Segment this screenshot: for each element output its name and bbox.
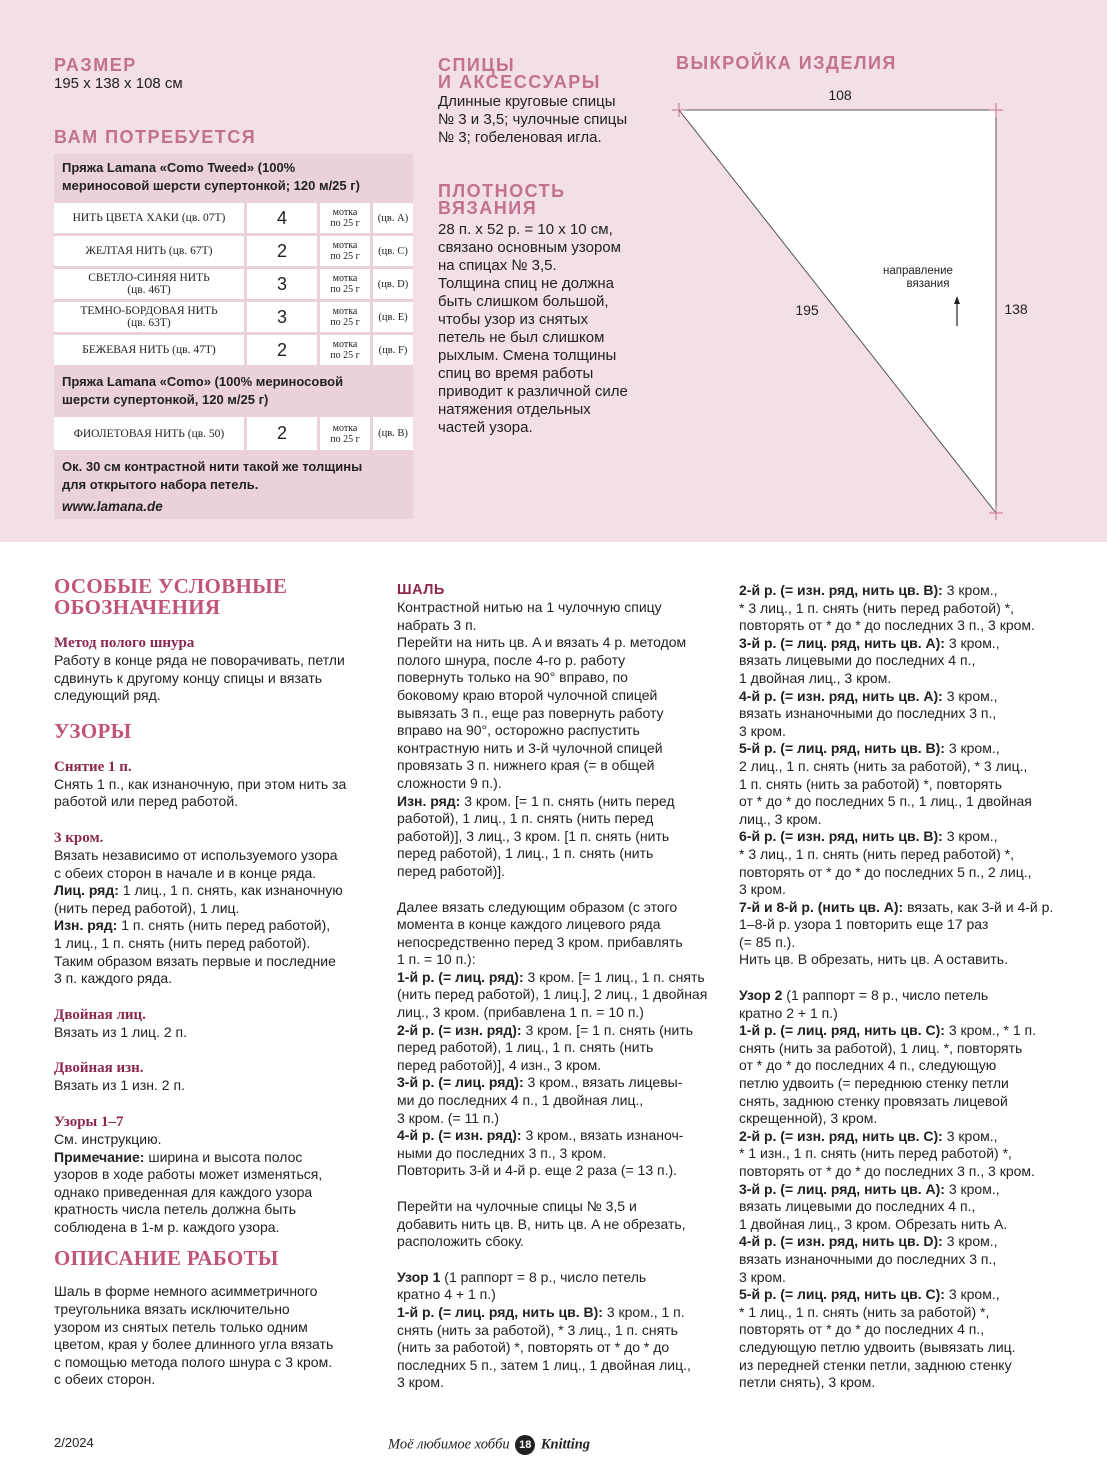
text: 1 лиц., 1 п. снять, как изнаночную (118, 882, 343, 899)
text-line (739, 635, 1079, 653)
text-line: 3 кром. (739, 881, 786, 898)
text-line: вязать лицевыми до последних 4 п., (739, 1198, 976, 1215)
text-line: 2 лиц., 1 п. снять (нить за работой), * 3 лиц., (739, 757, 1028, 774)
size-heading: РАЗМЕР (54, 55, 137, 75)
text-line: чтобы узор из снятых (438, 311, 588, 328)
footer-brand (388, 1435, 590, 1455)
magazine-name: Моё любимое хобби (388, 1436, 510, 1453)
text-line: с обеих сторон. (54, 1371, 156, 1388)
text: 3 кром., (942, 828, 998, 845)
slip-title: Снятие 1 п. (54, 758, 132, 775)
needles-line: Длинные круговые спицы (438, 93, 616, 110)
text-line: вывязать 3 п., еще раз повернуть работу (397, 704, 664, 721)
yarn-name (54, 302, 247, 332)
text-line: 1 двойная лиц., 3 кром. Обрезать нить A. (739, 1215, 1008, 1232)
density-text (438, 221, 628, 437)
text-line: узоров в ходе работы может изменяться, (54, 1166, 323, 1183)
dir-label-1: направление (883, 265, 953, 277)
text-line (739, 1286, 1079, 1304)
text-line: сложности 9 п.). (397, 774, 502, 791)
label: 3-й р. (= лиц. ряд): (397, 1074, 524, 1091)
shawl-triangle (679, 110, 996, 513)
column-1 (54, 576, 379, 1389)
text-line: полого шнура, после 4-го р. работу (397, 651, 626, 668)
text-line: быть слишком большой, (438, 293, 609, 310)
text-line: См. инструкцию. (54, 1130, 162, 1147)
text-line: набрать 3 п. (397, 616, 477, 633)
shawl-heading: ШАЛЬ (397, 582, 445, 598)
text-line: * 1 лиц., 1 п. снять (нить за работой) *, (739, 1303, 990, 1320)
text-line (54, 882, 379, 900)
text-line: момента в конце каждого лицевого ряда (397, 916, 661, 933)
text: 3 кром., (944, 634, 1000, 651)
text-line: Работу в конце ряда не поворачивать, петли (54, 652, 345, 668)
yarn-name-line1: БЕЖЕВАЯ НИТЬ (цв. 47Т) (82, 344, 216, 356)
text-line (739, 1233, 1079, 1251)
yarn-row-violet (54, 414, 413, 450)
label: Примечание: (54, 1148, 145, 1165)
yarn-count: 4 (247, 203, 320, 233)
yarn-count: 3 (247, 269, 320, 299)
text-line: 28 п. х 52 р. = 10 х 10 см, (438, 221, 613, 238)
yarn-row (54, 332, 413, 365)
needles-heading (438, 57, 601, 91)
text-line: цветом, края у более длинного угла вязать (54, 1336, 334, 1353)
dir-label-2: вязания (906, 278, 950, 290)
density-heading-2: ВЯЗАНИЯ (438, 198, 538, 218)
column-2 (397, 582, 727, 1392)
text-line: лиц., 3 кром. (прибавлена 1 п. = 10 п.) (397, 1004, 644, 1021)
text-line: кратность числа петель должна быть (54, 1201, 297, 1218)
yarn-name-line1: СВЕТЛО-СИНЯЯ НИТЬ (88, 272, 210, 284)
text: 3 кром., (942, 1233, 998, 1250)
text-line: петель не был слишком (438, 329, 605, 346)
text-line: следующую петлю удвоить (вывязать лиц. (739, 1338, 1016, 1355)
text-line: 3 п. каждого ряда. (54, 970, 173, 987)
text-line (739, 1181, 1079, 1199)
yarn-name (54, 236, 247, 266)
text: 3 кром., 1 п. (602, 1303, 685, 1320)
description-heading: ОПИСАНИЕ РАБОТЫ (54, 1246, 279, 1271)
column-3 (739, 582, 1079, 1392)
unit-line2: по 25 г (330, 251, 360, 262)
text-line: повернуть только на 90° вправо, по (397, 669, 628, 686)
yarn-name-line1: ЖЕЛТАЯ НИТЬ (цв. 67Т) (85, 245, 213, 257)
yarn-unit (320, 269, 373, 299)
text-line: треугольника вязать исключительно (54, 1301, 290, 1318)
text-line: скрещенной), 3 кром. (739, 1110, 878, 1127)
text-line: на спицах № 3,5. (438, 257, 557, 274)
text-line: Вязать из 1 изн. 2 п. (54, 1077, 185, 1094)
unit-line1: мотка (332, 306, 358, 317)
text-line: ными до последних 3 п., 3 кром. (397, 1144, 607, 1161)
text-line: 3 кром. (739, 1268, 786, 1285)
yarn-row (54, 200, 413, 233)
text-line: натяжения отдельных (438, 401, 591, 418)
text-line (397, 1074, 727, 1092)
text-line (397, 1304, 727, 1322)
label: 1-й р. (= лиц. ряд, нить цв. C): (739, 1022, 945, 1039)
yarn-name (54, 335, 247, 365)
text-line: снять (нить за работой), 1 лиц. *, повторять (739, 1039, 1023, 1056)
p17-title: Узоры 1–7 (54, 1113, 124, 1130)
density-heading-1: ПЛОТНОСТЬ (438, 181, 566, 201)
text: вязать, как 3-й и 4-й р. (903, 898, 1054, 915)
unit-line1: мотка (332, 240, 358, 251)
yarn2-line2: шерсти супертонкой, 120 м/25 г) (62, 392, 269, 407)
text-line (397, 1022, 727, 1040)
yarn-row (54, 233, 413, 266)
text-line: связано основным узором (438, 239, 621, 256)
text-line: добавить нить цв. B, нить цв. A не обрезать, (397, 1215, 686, 1232)
text-line (739, 828, 1079, 846)
text-line: Повторить 3-й и 4-й р. еще 2 раза (= 13 п.). (397, 1162, 678, 1179)
text-line: 1–8-й р. узора 1 повторить еще 17 раз (739, 916, 989, 933)
yarn-name (54, 269, 247, 299)
text-line: перед работой), 1 лиц., 1 п. снять (нить (397, 1039, 654, 1056)
text-line: вязать изнаночными до последних 3 п., (739, 1250, 997, 1267)
text-line: от * до * до последних 5 п., 1 лиц., 1 двойная (739, 793, 1032, 810)
yarn-code: (цв. A) (377, 212, 409, 224)
text-line: Перейти на чулочные спицы № 3,5 и (397, 1198, 637, 1214)
text-line (397, 1269, 727, 1287)
yarn-count: 2 (247, 335, 320, 365)
text-line: 1 п. снять (нить за работой) *, повторять (739, 775, 1003, 792)
text-line: повторять от * до * до последних 4 п., (739, 1321, 985, 1338)
text-line: соблюдена в 1-м р. каждого узора. (54, 1218, 280, 1235)
page-number: 18 (515, 1435, 535, 1455)
text-line: 1 лиц., 1 п. снять (нить перед работой). (54, 934, 311, 951)
yarn-rows (54, 200, 413, 365)
label: Узор 2 (739, 987, 783, 1004)
method-title: Метод полого шнура (54, 635, 195, 651)
text: 3 кром. [= 1 лиц., 1 п. снять (523, 968, 705, 985)
yarn-unit (320, 417, 373, 450)
yarn-count: 2 (247, 417, 320, 450)
text-line: узором из снятых петель только одним (54, 1318, 308, 1335)
text-line: вязать изнаночными до последних 3 п., (739, 705, 997, 722)
text-line: (= 85 п.). (739, 933, 796, 950)
needles-heading-2: И АКСЕССУАРЫ (438, 72, 601, 92)
patterns-heading: УЗОРЫ (54, 718, 132, 743)
label: 2-й р. (= изн. ряд): (397, 1021, 522, 1038)
text: (1 раппорт = 8 р., число петель (782, 987, 989, 1004)
text-line: сдвинуть к другому концу спицы и вязать (54, 669, 323, 686)
shawl-intro (397, 599, 727, 793)
label: 2-й р. (= изн. ряд, нить цв. C): (739, 1127, 943, 1144)
text-line (54, 1149, 379, 1167)
text-line: 1 п. = 10 п.): (397, 951, 476, 968)
text-line: провязать 3 п. нижнего края (= в общей (397, 757, 655, 774)
yarn-name (54, 203, 247, 233)
text-line (739, 1022, 1079, 1040)
text-line: снять, заднюю стенку провязать лицевой (739, 1092, 1008, 1109)
text: 3 кром., (942, 687, 998, 704)
text-line: * 3 лиц., 1 п. снять (нить перед работой) *, (739, 845, 1014, 862)
edge-title: 3 кром. (54, 829, 104, 846)
yarn-unit (320, 335, 373, 365)
label: 6-й р. (= изн. ряд, нить цв. B): (739, 828, 943, 845)
text: 1 п. снять (нить перед работой), (117, 917, 331, 934)
text-line: Таким образом вязать первые и последние (54, 952, 336, 969)
text-line: кратно 4 + 1 п.) (397, 1286, 496, 1303)
size-value: 195 х 138 х 108 см (54, 75, 183, 92)
text-line: снять (нить за работой), * 3 лиц., 1 п. снять (397, 1321, 678, 1338)
text-line: * 3 лиц., 1 п. снять (нить перед работой) *, (739, 599, 1014, 616)
label: 1-й р. (= лиц. ряд): (397, 968, 524, 985)
yarn1-title (54, 154, 413, 200)
text-line: с обеих сторон в начале и в конце ряда. (54, 864, 317, 881)
text: 3 кром., вязать лицевы- (523, 1074, 683, 1091)
dim-top: 108 (828, 87, 852, 103)
note-line2: для открытого набора петель. (62, 477, 259, 492)
unit-line1: мотка (332, 339, 358, 350)
yarn2-title (54, 365, 413, 414)
text-line: работой или перед работой. (54, 793, 239, 810)
unit-line2: по 25 г (330, 218, 360, 229)
text-line: повторять от * до * до последних 3 п., 3 кром. (739, 617, 1035, 634)
text-line: вязать лицевыми до последних 4 п., (739, 652, 976, 669)
issue-number: 2/2024 (54, 1435, 94, 1450)
unit-line2: по 25 г (330, 350, 360, 361)
text-line: Вязать из 1 лиц. 2 п. (54, 1023, 187, 1040)
text-line: работой), 1 лиц., 1 п. снять (нить перед (397, 810, 654, 827)
text-line: следующий ряд. (54, 687, 161, 704)
text-line: кратно 2 + 1 п.) (739, 1004, 838, 1021)
yarn-code: (цв. E) (378, 311, 408, 323)
unit-line2: по 25 г (330, 433, 360, 445)
note-line1: Ок. 30 см контрастной нити такой же толщины (62, 459, 363, 474)
label: 2-й р. (= изн. ряд, нить цв. B): (739, 582, 943, 598)
label: Узор 1 (397, 1268, 441, 1285)
text-line: непосредственно перед 3 кром. прибавлять (397, 933, 683, 950)
text-line: последних 5 п., затем 1 лиц., 1 двойная лиц., (397, 1356, 691, 1373)
text-line (739, 582, 1079, 600)
text-line: спиц во время работы (438, 365, 594, 382)
text-line: 3 кром. (739, 722, 786, 739)
unit-line1: мотка (332, 207, 358, 218)
method-text (54, 652, 379, 705)
text-line: вправо на 90°, осторожно распустить (397, 722, 640, 739)
special-heading-2: ОБОЗНАЧЕНИЯ (54, 595, 221, 619)
text: 3 кром., (944, 1286, 1000, 1303)
unit-line1: мотка (332, 422, 358, 434)
text-line: Вязать независимо от используемого узора (54, 846, 338, 863)
text-line: однако приведенная для каждого узора (54, 1183, 313, 1200)
section-name: Knitting (540, 1436, 591, 1453)
yarn-code: (цв. B) (378, 428, 408, 439)
text-line: перед работой)]. (397, 862, 506, 879)
text-line: Снять 1 п., как изнаночную, при этом нить за (54, 775, 347, 792)
text-line: повторять от * до * до последних 3 п., 3 кром. (739, 1163, 1035, 1179)
dim-hyp: 195 (795, 302, 819, 318)
label: Лиц. ряд: (54, 882, 119, 899)
needles-line: № 3 и 3,5; чулочные спицы (438, 111, 628, 128)
text: ширина и высота полос (144, 1148, 303, 1165)
yarn1-line1: Пряжа Lamana «Como Tweed» (100% (62, 160, 296, 175)
label: Изн. ряд: (54, 917, 118, 934)
text: 3 кром., вязать изнаноч- (521, 1127, 684, 1144)
yarn-name: ФИОЛЕТОВАЯ НИТЬ (цв. 50) (54, 417, 247, 450)
text-line: работой)], 3 лиц., 3 кром. [1 п. снять (нить (397, 827, 670, 844)
dk-title: Двойная лиц. (54, 1006, 146, 1023)
text-line: Далее вязать следующим образом (с этого (397, 898, 678, 915)
label: 7-й и 8-й р. (нить цв. A): (739, 898, 904, 915)
unit-line2: по 25 г (330, 284, 360, 295)
label: 1-й р. (= лиц. ряд, нить цв. B): (397, 1303, 603, 1320)
text-line: перед работой), 1 лиц., 1 п. снять (нить (397, 845, 654, 862)
text-line (739, 740, 1079, 758)
text: 3 кром. [= 1 п. снять (нить перед (460, 792, 675, 809)
yarn-code: (цв. C) (378, 245, 408, 257)
text-line: с помощью метода полого шнура с 3 кром. (54, 1353, 333, 1370)
description-text (54, 1283, 379, 1389)
text-line: петли снять), 3 кром. (739, 1374, 876, 1391)
yarn2-line1: Пряжа Lamana «Como» (100% мериносовой (62, 374, 344, 389)
text: 3 кром., (944, 1180, 1000, 1197)
yarn-name-line1: НИТЬ ЦВЕТА ХАКИ (цв. 07Т) (72, 212, 226, 224)
needles-heading-1: СПИЦЫ (438, 55, 516, 75)
label: 5-й р. (= лиц. ряд, нить цв. B): (739, 740, 945, 757)
text-line: Контрастной нитью на 1 чулочную спицу (397, 599, 662, 615)
text-line (397, 1127, 727, 1145)
text-line: 1 двойная лиц., 3 кром. (739, 669, 892, 686)
yarn-count: 2 (247, 236, 320, 266)
text-line (54, 917, 379, 935)
yarn-unit (320, 302, 373, 332)
yarn-row (54, 299, 413, 332)
yarn-row (54, 266, 413, 299)
text: 3 кром., (944, 740, 1000, 757)
text-line: (нить перед работой), 1 лиц. (54, 899, 240, 916)
pattern-diagram (660, 80, 1060, 530)
needles-text (438, 93, 627, 147)
yarn1-line2: мериносовой шерсти супертонкой; 120 м/25 г) (62, 178, 360, 193)
label: Изн. ряд: (397, 792, 461, 809)
text-line: перед работой)], 4 изн., 3 кром. (397, 1056, 602, 1073)
text-line (739, 688, 1079, 706)
special-heading (54, 576, 379, 618)
special-heading-1: ОСОБЫЕ УСЛОВНЫЕ (54, 574, 288, 598)
text-line: 3 кром. (397, 1374, 444, 1391)
text-line: от * до * до последних 4 п., следующую (739, 1057, 997, 1074)
yarn-count: 3 (247, 302, 320, 332)
text-line: контрастную нить и 3-й чулочной спицей (397, 739, 663, 756)
label: 4-й р. (= изн. ряд): (397, 1127, 522, 1144)
text: (1 раппорт = 8 р., число петель (440, 1268, 647, 1285)
text-line: Толщина спиц не должна (438, 275, 615, 292)
text-line: из передней стенки петли, заднюю стенку (739, 1356, 1012, 1373)
text: 3 кром., (942, 582, 998, 598)
text-line: 3 кром. (= 11 п.) (397, 1109, 500, 1126)
unit-line1: мотка (332, 273, 358, 284)
text-line: * 1 изн., 1 п. снять (нить перед работой) *, (739, 1145, 1012, 1162)
label: 4-й р. (= изн. ряд, нить цв. A): (739, 687, 943, 704)
unit-line2: по 25 г (330, 317, 360, 328)
yarn-name-line2: (цв. 46Т) (127, 284, 171, 296)
needles-line: № 3; гобеленовая игла. (438, 129, 602, 146)
text: 3 кром. [= 1 п. снять (нить (521, 1021, 694, 1038)
text-line (739, 987, 1079, 1005)
density-heading (438, 183, 566, 217)
label: 3-й р. (= лиц. ряд, нить цв. A): (739, 1180, 945, 1197)
text-line: ми до последних 4 п., 1 двойная лиц., (397, 1092, 644, 1109)
text-line: боковому краю второй чулочной спицей (397, 686, 658, 703)
text: 3 кром., (942, 1127, 998, 1144)
needs-heading: ВАМ ПОТРЕБУЕТСЯ (54, 127, 257, 147)
text-line: Перейти на нить цв. A и вязать 4 р. методом (397, 634, 687, 651)
website-link[interactable]: www.lamana.de (54, 497, 413, 519)
label: 4-й р. (= изн. ряд, нить цв. D): (739, 1233, 943, 1250)
yarn-name-line2: (цв. 63Т) (127, 317, 171, 329)
yarn-name-line1: ТЕМНО-БОРДОВАЯ НИТЬ (80, 305, 218, 317)
text-line (397, 793, 727, 811)
text-line: петлю удвоить (= переднюю стенку петли (739, 1075, 1009, 1092)
text-line: рыхлым. Смена толщины (438, 347, 617, 364)
yarn-unit (320, 203, 373, 233)
label: 3-й р. (= лиц. ряд, нить цв. A): (739, 634, 945, 651)
text-line: частей узора. (438, 419, 533, 436)
text-line: приводит к различной силе (438, 383, 628, 400)
dim-right: 138 (1004, 301, 1028, 317)
pattern-heading: ВЫКРОЙКА ИЗДЕЛИЯ (676, 53, 897, 73)
contrast-note (54, 450, 413, 497)
text-line: Нить цв. B обрезать, нить цв. A оставить. (739, 951, 1008, 968)
text-line: расположить сбоку. (397, 1233, 524, 1250)
dp-title: Двойная изн. (54, 1060, 144, 1077)
text-line (739, 899, 1079, 917)
text-line (739, 1128, 1079, 1146)
yarn-unit (320, 236, 373, 266)
yarn-table (54, 154, 413, 519)
label: 5-й р. (= лиц. ряд, нить цв. C): (739, 1286, 945, 1303)
yarn-code: (цв. D) (377, 278, 409, 290)
text-line (397, 969, 727, 987)
text-line: повторять от * до * до последних 5 п., 2 лиц., (739, 863, 1032, 880)
text: 3 кром., * 1 п. (944, 1022, 1036, 1039)
yarn-code: (цв. F) (378, 344, 408, 356)
text-line: Шаль в форме немного асимметричного (54, 1283, 318, 1300)
text-line: лиц., 3 кром. (739, 810, 822, 827)
text-line: (нить за работой) *, повторять от * до * до (397, 1339, 670, 1356)
text-line: (нить перед работой), 1 лиц.], 2 лиц., 1 двойная (397, 986, 708, 1003)
